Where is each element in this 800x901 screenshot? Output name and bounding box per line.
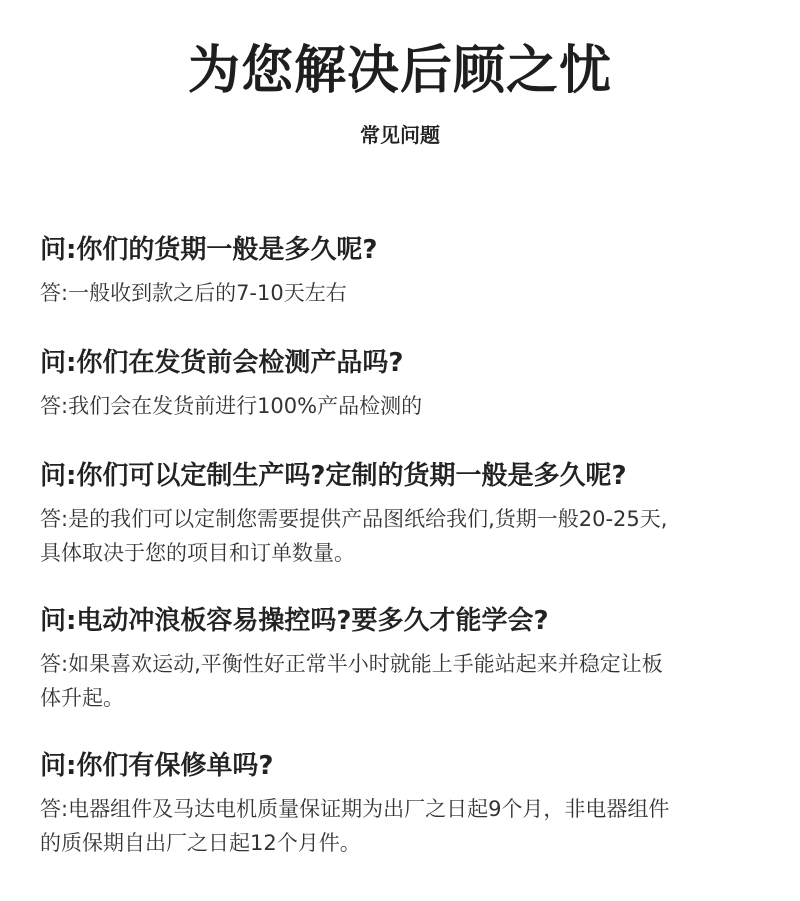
faq-question: 问:电动冲浪板容易操控吗?要多久才能学会? bbox=[40, 606, 549, 636]
faq-item-delivery-time bbox=[40, 232, 780, 310]
faq-answer bbox=[40, 647, 780, 715]
faq-question: 问:你们有保修单吗? bbox=[40, 751, 274, 781]
faq-question: 问:你们在发货前会检测产品吗? bbox=[40, 348, 404, 378]
faq-item-quality-check bbox=[40, 345, 780, 423]
faq-answer bbox=[40, 502, 780, 570]
faq-answer-line: 体升起。 bbox=[40, 686, 124, 710]
faq-answer bbox=[40, 389, 780, 423]
faq-question: 问:你们的货期一般是多久呢? bbox=[40, 235, 378, 265]
faq-answer-line: 答:电器组件及马达电机质量保证期为出厂之日起9个月，非电器组件 bbox=[40, 797, 670, 821]
faq-answer bbox=[40, 276, 780, 310]
page-subtitle: 常见问题 bbox=[360, 123, 440, 147]
faq-item-customization bbox=[40, 458, 780, 570]
page-title: 为您解决后顾之忧 bbox=[187, 41, 612, 101]
faq-answer-line: 的质保期自出厂之日起12个月件。 bbox=[40, 831, 361, 855]
faq-answer-line: 具体取决于您的项目和订单数量。 bbox=[40, 541, 355, 565]
faq-answer-line: 答:如果喜欢运动,平衡性好正常半小时就能上手能站起来并稳定让板 bbox=[40, 652, 663, 676]
faq-answer-line: 答:是的我们可以定制您需要提供产品图纸给我们,货期一般20-25天, bbox=[40, 507, 668, 531]
faq-answer-line: 答:一般收到款之后的7-10天左右 bbox=[40, 281, 347, 305]
faq-item-ease-of-use bbox=[40, 603, 780, 715]
faq-answer-line: 答:我们会在发货前进行100%产品检测的 bbox=[40, 394, 423, 418]
faq-question: 问:你们可以定制生产吗?定制的货期一般是多久呢? bbox=[40, 461, 627, 491]
faq-item-warranty bbox=[40, 748, 780, 860]
faq-answer bbox=[40, 792, 780, 860]
